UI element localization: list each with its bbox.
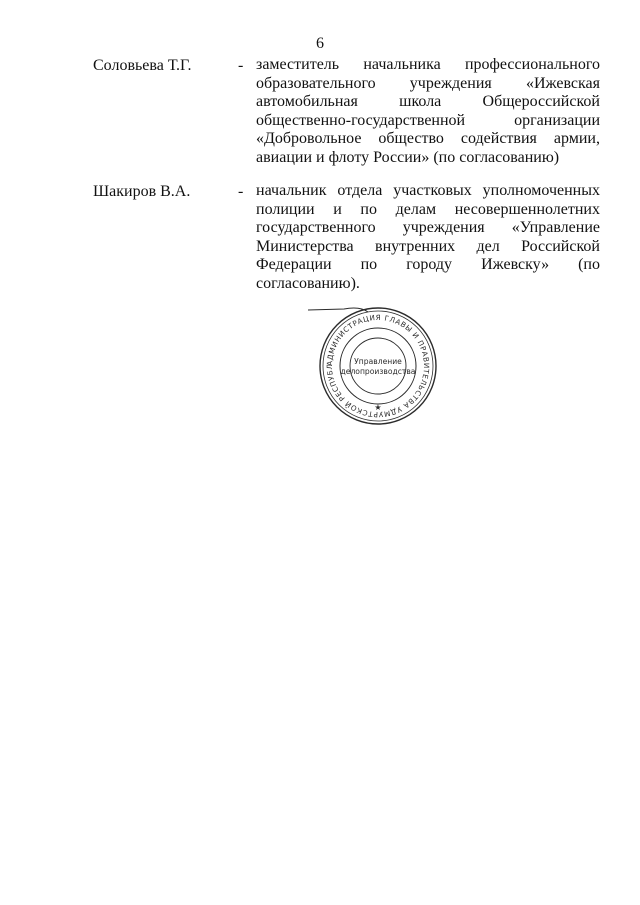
stamp-seal-icon	[308, 296, 448, 436]
stamp-star-icon: ★	[374, 403, 382, 412]
page-number: 6	[316, 35, 324, 52]
stamp-center-line-2: делопроизводства	[340, 367, 416, 376]
official-stamp	[308, 296, 448, 436]
person-name: Шакиров В.А.	[93, 183, 191, 200]
stamp-center-line-1: Управление	[354, 357, 402, 366]
stamp-ring-text: АДМИНИСТРАЦИЯ ГЛАВЫ И ПРАВИТЕЛЬСТВА УДМУРТСКОЙ РЕСПУБЛ	[324, 312, 432, 420]
stamp-middle-ring	[340, 328, 416, 404]
position-description: заместитель начальника профессионального образовательного учреждения «Ижевская автомобильная школа Общероссийской общественно-государственной организации «Добровольное общество содействия армии, авиации и флоту России» (по согласованию)	[256, 56, 600, 166]
separator-dash: -	[238, 183, 244, 200]
separator-dash: -	[238, 57, 244, 74]
person-name: Соловьева Т.Г.	[93, 57, 192, 74]
position-description: начальник отдела участковых уполномоченных полиции и по делам несовершеннолетних государственного учреждения «Управление Министерства внутренних дел Российской Федерации по городу Ижевску» (по согласованию).	[256, 182, 600, 292]
stamp-inner-ring	[350, 338, 406, 394]
